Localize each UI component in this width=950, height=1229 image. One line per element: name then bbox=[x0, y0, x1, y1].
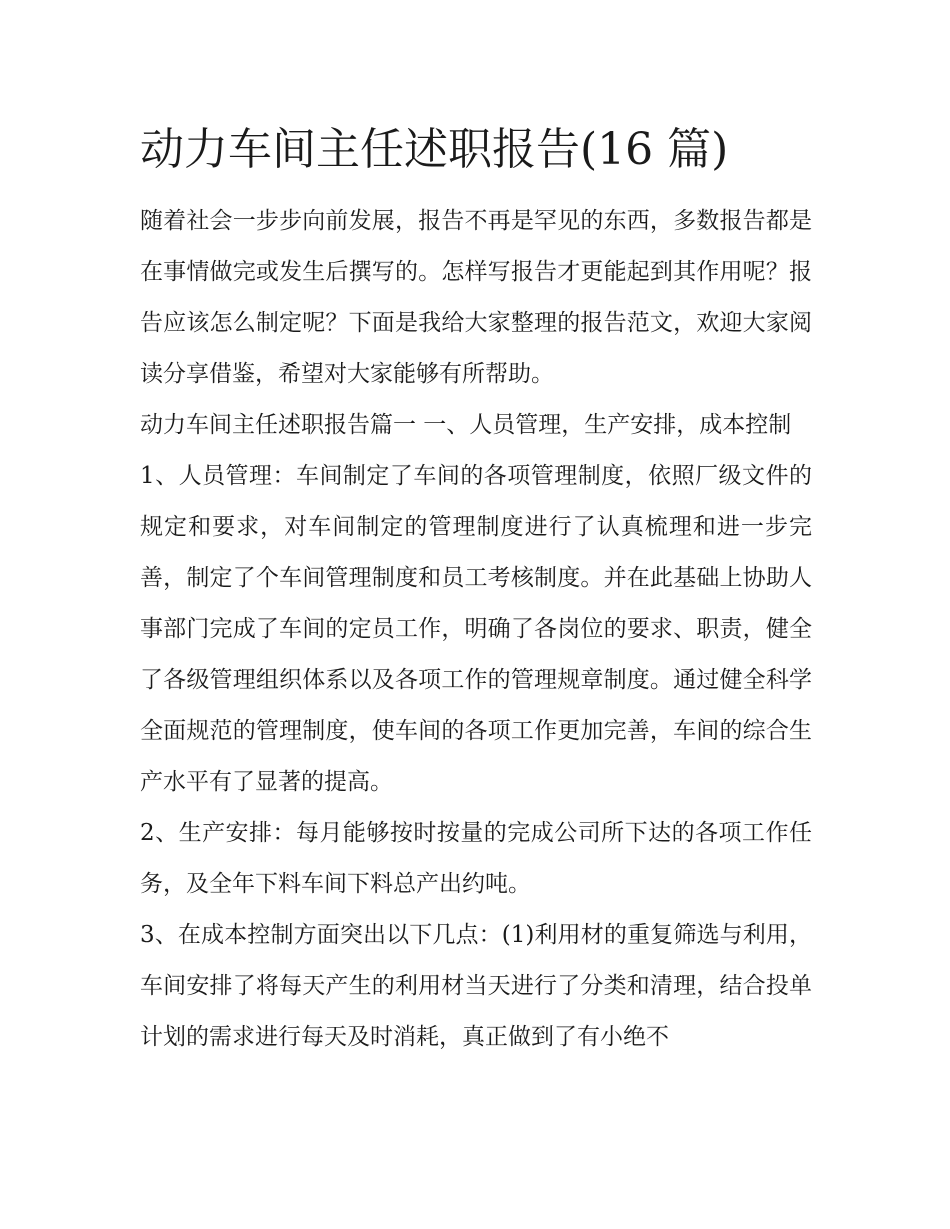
document-title: 动力车间主任述职报告(16 篇) bbox=[140, 124, 729, 175]
paragraph-intro: 随着社会一步步向前发展，报告不再是罕见的东西，多数报告都是在事情做完或发生后撰写的。怎样写报告才更能起到其作用呢？报告应该怎么制定呢？下面是我给大家整理的报告范文，欢迎大家阅读分享借鉴，希望对大家能够有所帮助。 bbox=[140, 208, 812, 387]
document-page bbox=[140, 118, 812, 1063]
paragraph-section-heading: 动力车间主任述职报告篇一 一、人员管理，生产安排，成本控制 bbox=[140, 412, 792, 438]
paragraph-production-arrangement: 2、生产安排：每月能够按时按量的完成公司所下达的各项工作任务，及全年下料车间下料总产出约吨。 bbox=[140, 820, 812, 897]
paragraph-cost-control: 3、在成本控制方面突出以下几点：(1)利用材的重复筛选与利用，车间安排了将每天产生的利用材当天进行了分类和清理，结合投单计划的需求进行每天及时消耗，真正做到了有小绝不 bbox=[140, 922, 812, 1050]
paragraph-personnel-management: 1、人员管理：车间制定了车间的各项管理制度，依照厂级文件的规定和要求，对车间制定的管理制度进行了认真梳理和进一步完善，制定了个车间管理制度和员工考核制度。并在此基础上协助人事部门完成了车间的定员工作，明确了各岗位的要求、职责，健全了各级管理组织体系以及各项工作的管理规章制度。通过健全科学全面规范的管理制度，使车间的各项工作更加完善，车间的综合生产水平有了显著的提高。 bbox=[140, 463, 812, 795]
